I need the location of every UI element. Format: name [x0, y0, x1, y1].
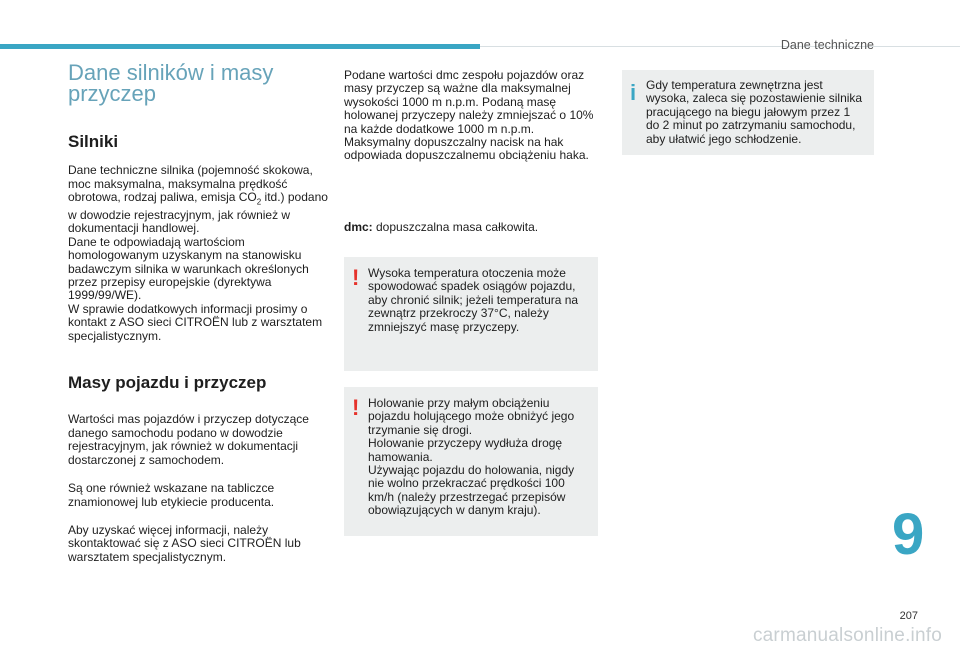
info-icon: i: [630, 80, 637, 105]
header-accent-bar: [0, 44, 480, 49]
warning-text-temperature: Wysoka temperatura otoczenia może spowodować spadek osiągów pojazdu, aby chronić silnik; jeżeli temperatura na zewnątrz przekroczy 37°C, należy zmniejszyć masę przyczepy.: [368, 266, 579, 334]
masses-heading: Masy pojazdu i przyczep: [68, 373, 267, 393]
info-text-cooling: Gdy temperatura zewnętrzna jest wysoka, zaleca się pozostawienie silnika pracującego na biegu jałowym przez 1 do 2 minut po zatrzymaniu samochodu, aby ułatwić jego schłodzenie.: [646, 78, 863, 146]
masses-paragraph-2: Są one również wskazane na tabliczce znamionowej lub etykiecie producenta.: [68, 481, 275, 509]
dmc-term: dmc:: [344, 220, 373, 234]
section-header-title: Dane techniczne: [780, 38, 874, 52]
engines-text-part2: itd.) podano w dowodzie rejestracyjnym, jak również w dokumentacji handlowej. Dane te odpowiadają wartościom homologowanym uzyskanym na stanowisku badawczym silnika w warunkach określonych przez przepisy europejskie (dyrektywa 1999/99/WE). W sprawie dodatkowych informacji prosimy o kontakt z ASO sieci CITROËN lub z warsztatem specjalistycznym.: [68, 190, 328, 343]
engines-text-part1: Dane techniczne silnika (pojemność skokowa, moc maksymalna, maksymalna prędkość obrotowa, rodzaj paliwa, emisja CO: [68, 163, 313, 205]
watermark: carmanualsonline.info: [752, 625, 942, 646]
warning-text-towing: Holowanie przy małym obciążeniu pojazdu holującego może obniżyć jego trzymanie się drogi. Holowanie przyczepy wydłuża drogę hamowania. Używając pojazdu do holowania, nigdy nie wolno przekraczać prędkości 100 km/h (należy przestrzegać przepisów obowiązujących w danym kraju).: [368, 396, 575, 518]
towing-values-paragraph: Podane wartości dmc zespołu pojazdów oraz masy przyczep są ważne dla maksymalnej wysokości 1000 m n.p.m. Podaną masę holowanej przyczepy należy zmniejszać o 10% na każde dodatkowe 1000 m n.p.m. Maksymalny dopuszczalny nacisk na hak odpowiada dopuszczalnemu obciążeniu haka.: [344, 68, 594, 163]
engines-text: [68, 164, 328, 343]
dmc-definition-text: dopuszczalna masa całkowita.: [372, 220, 539, 234]
warning-icon: !: [352, 265, 360, 290]
page-title: Dane silników i masy przyczep: [68, 60, 274, 106]
warning-box-towing: [344, 387, 598, 536]
masses-paragraph-1: Wartości mas pojazdów i przyczep dotyczące danego samochodu podano w dowodzie rejestracyjnym, jak również w dokumentacji dostarczonej z samochodem.: [68, 412, 309, 467]
dmc-definition: [344, 221, 598, 234]
warning-icon: !: [352, 395, 360, 420]
engines-heading: Silniki: [68, 132, 119, 151]
left-column: [68, 62, 328, 564]
chapter-number: 9: [892, 502, 925, 567]
warning-box-temperature: [344, 257, 598, 371]
info-box-cooling: [622, 70, 874, 155]
co2-subscript: 2: [256, 197, 262, 207]
header-rule: [480, 46, 960, 47]
page-number: 207: [899, 610, 918, 622]
middle-column: [344, 69, 598, 163]
masses-paragraph-3: Aby uzyskać więcej informacji, należy skontaktować się z ASO sieci CITROËN lub warsztatem specjalistycznym.: [68, 522, 301, 564]
